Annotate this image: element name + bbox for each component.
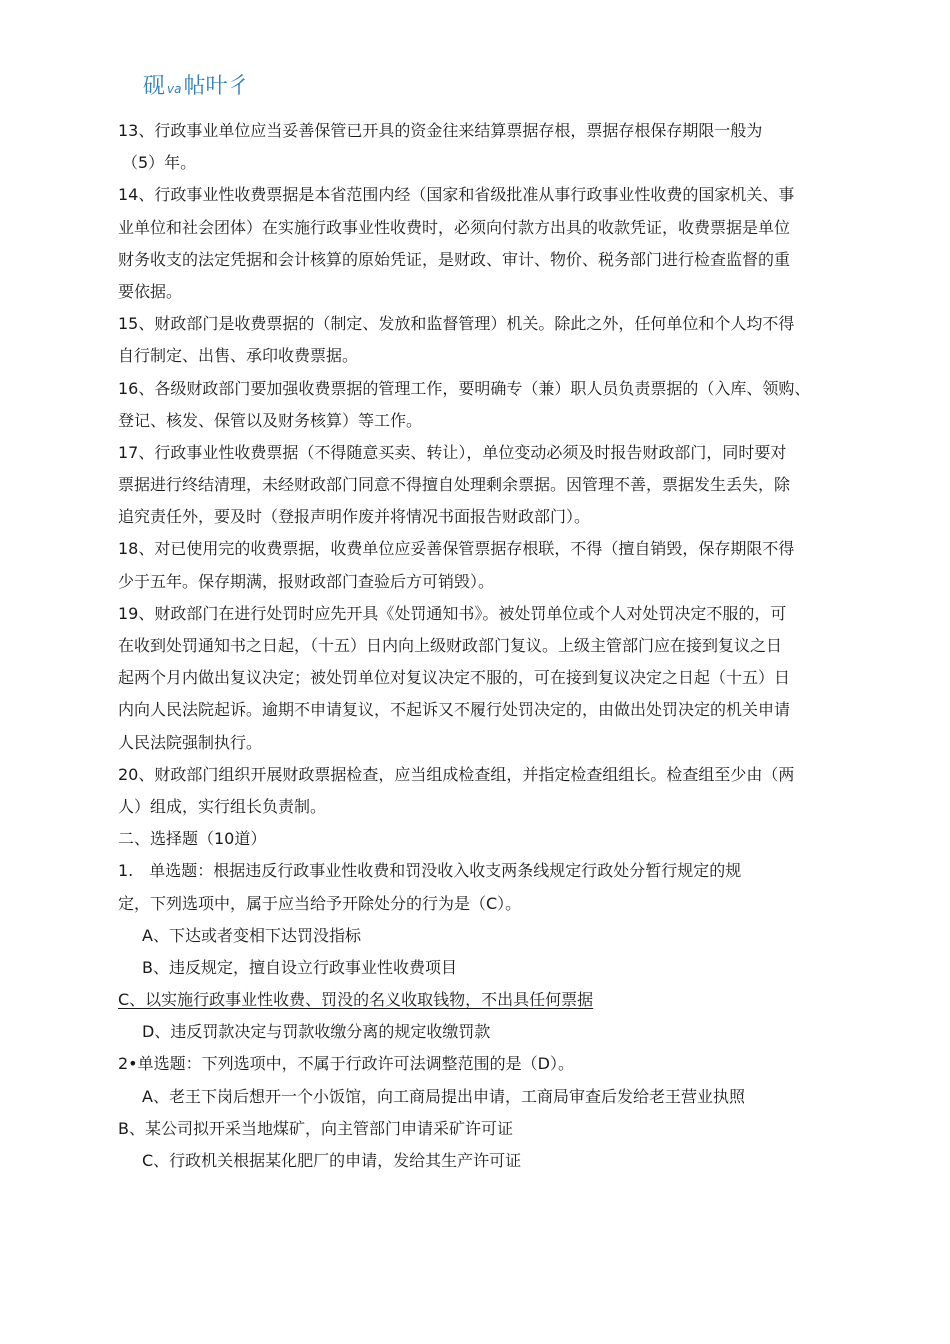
question-stem: 2•单选题：下列选项中，不属于行政许可法调整范围的是（D）。 — [118, 1054, 574, 1074]
section-heading: 二、选择题（10道） — [118, 829, 267, 849]
text-line: 财务收支的法定凭据和会计核算的原始凭证，是财政、审计、物价、税务部门进行检查监督的重 — [118, 249, 791, 269]
question-stem: 定，下列选项中，属于应当给予开除处分的行为是（C）。 — [118, 893, 522, 913]
text-line: 登记、核发、保管以及财务核算）等工作。 — [118, 410, 423, 430]
text-line: 要依据。 — [118, 281, 183, 301]
answer-option: B、某公司拟开采当地煤矿，向主管部门申请采矿许可证 — [118, 1118, 513, 1138]
text-line: 追究责任外，要及时（登报声明作废并将情况书面报告财政部门）。 — [118, 507, 591, 527]
text-line: 业单位和社会团体）在实施行政事业性收费时，必须向付款方出具的收款凭证，收费票据是单位 — [118, 217, 791, 237]
text-line: 人）组成，实行组长负责制。 — [118, 796, 327, 816]
answer-option: D、违反罚款决定与罚款收缴分离的规定收缴罚款 — [142, 1022, 491, 1042]
answer-option: B、违反规定，擅自设立行政事业性收费项目 — [142, 957, 457, 977]
logo-text-main-1: 砚 — [143, 74, 166, 99]
text-line: 少于五年。保存期满，报财政部门查验后方可销毁）。 — [118, 571, 495, 591]
question-stem: 1. 单选题：根据违反行政事业性收费和罚没收入收支两条线规定行政处分暂行规定的规 — [118, 861, 742, 881]
text-line: 18、对已使用完的收费票据，收费单位应妥善保管票据存根联，不得（擅自销毁，保存期限不得 — [118, 539, 795, 559]
answer-option: C、行政机关根据某化肥厂的申请，发给其生产许可证 — [142, 1151, 522, 1170]
answer-option: A、老王下岗后想开一个小饭馆，向工商局提出申请，工商局审查后发给老王营业执照 — [142, 1086, 745, 1106]
document-body — [118, 115, 900, 1177]
text-line: （5）年。 — [122, 153, 197, 173]
text-line: 13、行政事业单位应当妥善保管已开具的资金往来结算票据存根，票据存根保存期限一般为 — [118, 121, 763, 140]
text-line: 内向人民法院起诉。逾期不申请复议，不起诉又不履行处罚决定的，由做出处罚决定的机关申请 — [118, 700, 791, 720]
text-line: 在收到处罚通知书之日起，（十五）日内向上级财政部门复议。上级主管部门应在接到复议之日 — [118, 636, 783, 655]
answer-option: A、下达或者变相下达罚没指标 — [142, 925, 361, 945]
text-line: 14、行政事业性收费票据是本省范围内经（国家和省级批准从事行政事业性收费的国家机关、事 — [118, 185, 795, 205]
text-line: 19、财政部门在进行处罚时应先开具《处罚通知书》。被处罚单位或个人对处罚决定不服的，可 — [118, 603, 787, 623]
answer-option-underlined: C、以实施行政事业性收费、罚没的名义收取钱物，不出具任何票据 — [118, 990, 594, 1010]
text-line: 16、各级财政部门要加强收费票据的管理工作，要明确专（兼）职人员负责票据的（入库、领购、 — [118, 378, 811, 398]
header-logo — [143, 72, 250, 104]
text-line: 20、财政部门组织开展财政票据检查，应当组成检查组，并指定检查组组长。检查组至少由（两 — [118, 764, 795, 784]
text-line: 15、财政部门是收费票据的（制定、发放和监督管理）机关。除此之外，任何单位和个人均不得 — [118, 314, 795, 334]
text-line: 自行制定、出售、承印收费票据。 — [118, 346, 359, 366]
text-line: 17、行政事业性收费票据（不得随意买卖、转让），单位变动必须及时报告财政部门，同时要对 — [118, 442, 787, 462]
logo-text-small: va — [167, 82, 182, 96]
text-line: 人民法院强制执行。 — [118, 732, 263, 752]
logo-text-main-2: 帖叶彳 — [183, 74, 250, 99]
text-line: 票据进行终结清理，未经财政部门同意不得擅自处理剩余票据。因管理不善，票据发生丢失，除 — [118, 475, 791, 495]
text-line: 起两个月内做出复议决定；被处罚单位对复议决定不服的，可在接到复议决定之日起（十五）日 — [118, 668, 791, 688]
